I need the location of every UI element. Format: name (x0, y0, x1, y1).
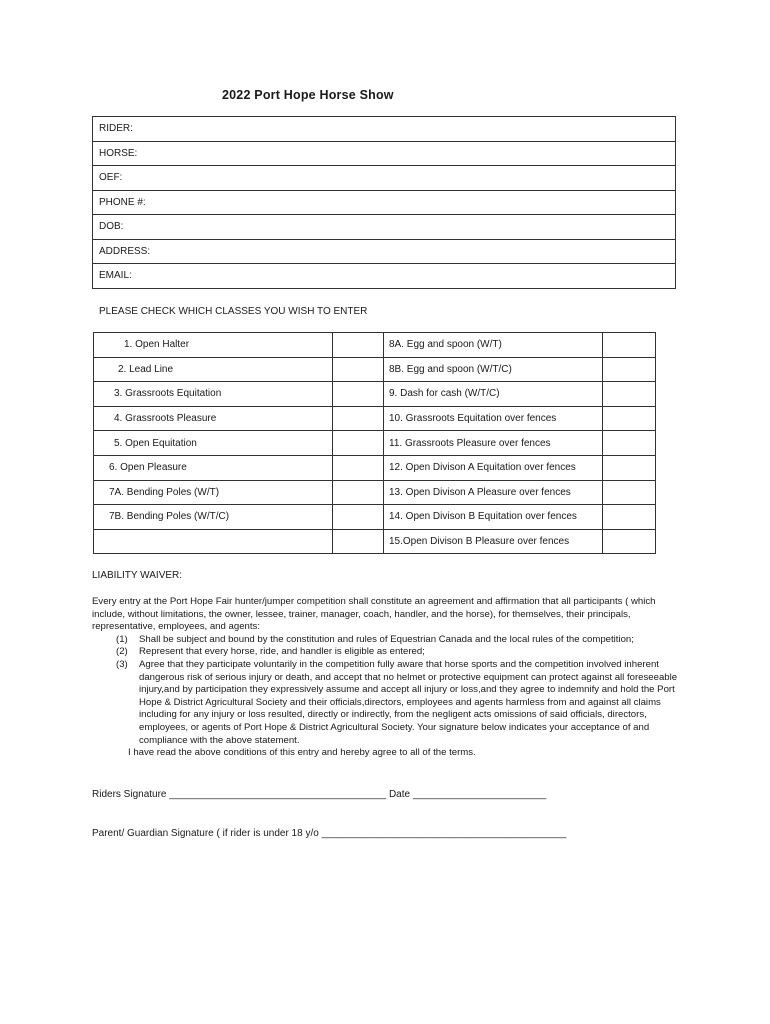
classes-table (93, 332, 656, 554)
waiver-item-text: Shall be subject and bound by the constitution and rules of Equestrian Canada and the local rules of the competition; (139, 633, 634, 645)
class-checkbox[interactable] (333, 382, 384, 407)
liability-waiver (92, 596, 682, 760)
class-checkbox[interactable] (333, 333, 384, 358)
class-checkbox[interactable] (603, 333, 656, 358)
class-label: 3. Grassroots Equitation (94, 382, 333, 407)
class-label: 2. Lead Line (94, 357, 333, 382)
waiver-acknowledgement: I have read the above conditions of this entry and hereby agree to all of the terms. (128, 747, 476, 759)
class-label (94, 529, 333, 554)
waiver-intro: Every entry at the Port Hope Fair hunter/jumper competition shall constitute an agreement and affirmation that all participants ( which include, without limitations, the owner, lessee, trainer, manager, coach, handler, and the horse), for themselves, their principals, representative, employees, and agents: (92, 596, 656, 633)
horse-field[interactable]: HORSE: (93, 141, 676, 166)
class-checkbox[interactable] (603, 455, 656, 480)
rider-info-table (92, 116, 676, 289)
waiver-item-number: (1) (116, 633, 128, 645)
waiver-item-text: Represent that every horse, ride, and handler is eligible as entered; (139, 646, 425, 658)
waiver-item-number: (2) (116, 646, 128, 658)
class-instructions: PLEASE CHECK WHICH CLASSES YOU WISH TO ENTER (99, 306, 368, 317)
class-checkbox[interactable] (603, 382, 656, 407)
class-checkbox[interactable] (603, 357, 656, 382)
phone-field[interactable]: PHONE #: (93, 190, 676, 215)
class-checkbox[interactable] (603, 431, 656, 456)
class-label: 12. Open Divison A Equitation over fences (384, 455, 603, 480)
page-title: 2022 Port Hope Horse Show (222, 88, 394, 102)
class-label: 13. Open Divison A Pleasure over fences (384, 480, 603, 505)
class-label: 8A. Egg and spoon (W/T) (384, 333, 603, 358)
class-checkbox[interactable] (333, 455, 384, 480)
class-label: 9. Dash for cash (W/T/C) (384, 382, 603, 407)
waiver-list (92, 634, 682, 747)
class-checkbox[interactable] (603, 529, 656, 554)
class-label: 8B. Egg and spoon (W/T/C) (384, 357, 603, 382)
rider-field[interactable]: RIDER: (93, 117, 676, 142)
class-label: 5. Open Equitation (94, 431, 333, 456)
class-checkbox[interactable] (333, 480, 384, 505)
waiver-item (92, 646, 682, 659)
class-label: 11. Grassroots Pleasure over fences (384, 431, 603, 456)
class-checkbox[interactable] (603, 480, 656, 505)
class-label: 7A. Bending Poles (W/T) (94, 480, 333, 505)
class-checkbox[interactable] (333, 529, 384, 554)
address-field[interactable]: ADDRESS: (93, 239, 676, 264)
class-label: 14. Open Divison B Equitation over fences (384, 505, 603, 530)
class-label: 15.Open Divison B Pleasure over fences (384, 529, 603, 554)
dob-field[interactable]: DOB: (93, 215, 676, 240)
rider-signature-line[interactable]: Riders Signature _______________________________________ Date ________________________ (92, 789, 547, 800)
class-checkbox[interactable] (603, 505, 656, 530)
waiver-item (92, 634, 682, 647)
class-label: 7B. Bending Poles (W/T/C) (94, 505, 333, 530)
class-label: 6. Open Pleasure (94, 455, 333, 480)
class-label: 1. Open Halter (94, 333, 333, 358)
class-checkbox[interactable] (333, 357, 384, 382)
waiver-item-number: (3) (116, 658, 128, 670)
oef-field[interactable]: OEF: (93, 166, 676, 191)
waiver-item (92, 659, 682, 747)
guardian-signature-line[interactable]: Parent/ Guardian Signature ( if rider is under 18 y/o ____________________________________________ (92, 828, 567, 839)
class-checkbox[interactable] (333, 406, 384, 431)
class-checkbox[interactable] (333, 431, 384, 456)
email-field[interactable]: EMAIL: (93, 264, 676, 289)
class-label: 4. Grassroots Pleasure (94, 406, 333, 431)
waiver-item-text: Agree that they participate voluntarily in the competition fully aware that horse sports and the competition involved inherent dangerous risk of serious injury or death, and accept that no helmet or protective equipment can protect against all foreseeable injury,and by participation they expressively assume and accept all injury or loss,and they agree to indemnify and hold the Port Hope & District Agricultural Society and their officials,directors, employees and agents harmless from and against all claims including for any injury or loss resulted, directly or indirectly, from the negligent acts omissions of said officials, directors, employees, or agents of Port Hope & District Agricultural Society. Your signature below indicates your acceptance of and compliance with the above statement. (139, 658, 678, 746)
class-label: 10. Grassroots Equitation over fences (384, 406, 603, 431)
class-checkbox[interactable] (333, 505, 384, 530)
class-checkbox[interactable] (603, 406, 656, 431)
waiver-heading: LIABILITY WAIVER: (92, 570, 183, 581)
